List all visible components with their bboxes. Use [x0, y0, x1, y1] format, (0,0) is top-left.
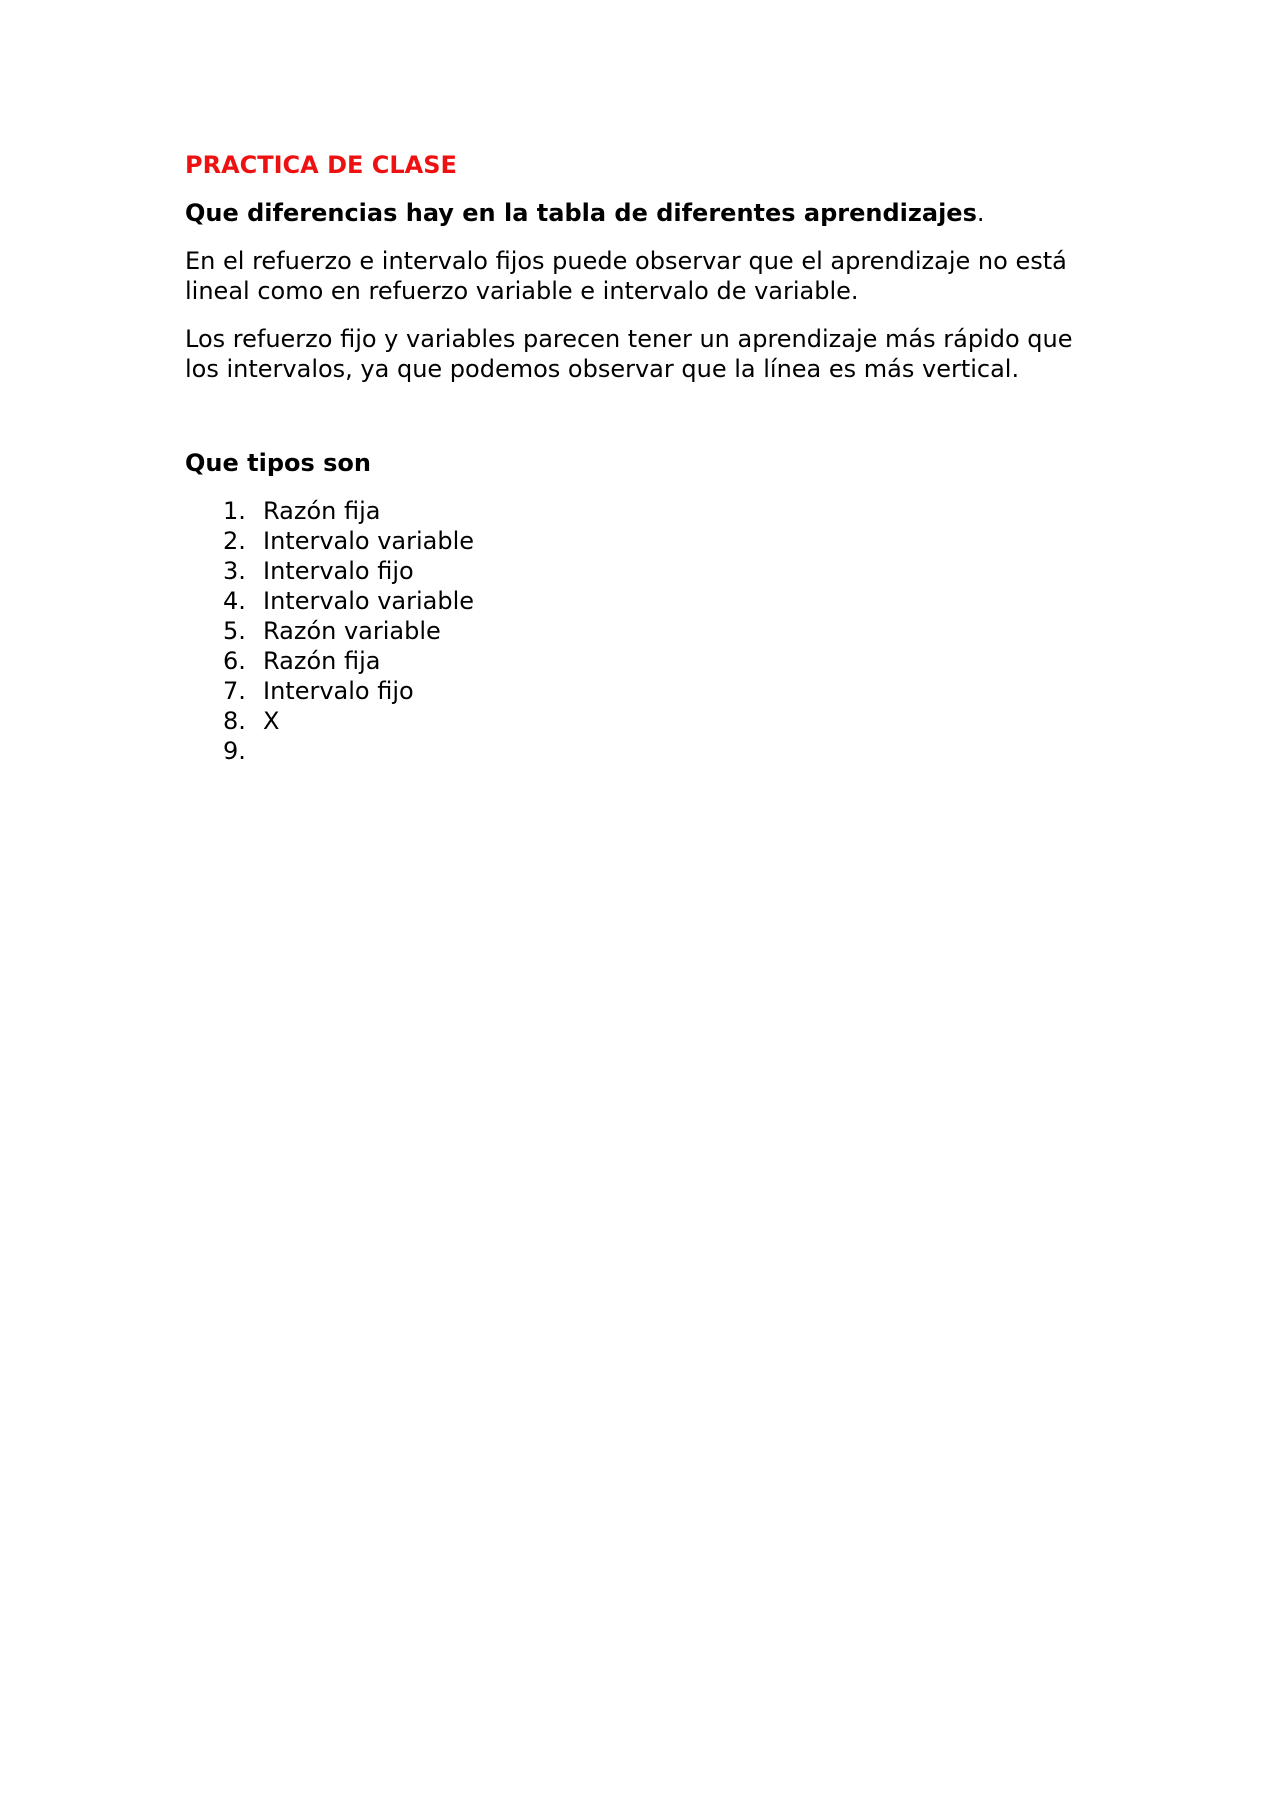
list-item-text: X: [263, 707, 280, 735]
list-item-number: 2.: [223, 527, 246, 555]
list-item-text: Razón fija: [263, 647, 381, 675]
question-trailing-period: .: [976, 199, 985, 227]
list-item-number: 3.: [223, 557, 246, 585]
list-item-text: Intervalo fijo: [263, 557, 414, 585]
question-heading-types: Que tipos son: [185, 449, 371, 477]
paragraph-1: En el refuerzo e intervalo fijos puede observar que el aprendizaje no está lineal como en refuerzo variable e intervalo de variable.: [185, 247, 1067, 305]
question-text: Que diferencias hay en la tabla de diferentes aprendizajes: [185, 199, 977, 227]
list-item: [185, 616, 1095, 646]
list-item-text: Intervalo variable: [263, 527, 475, 555]
paragraph-2: Los refuerzo fijo y variables parecen tener un aprendizaje más rápido que los intervalos, ya que podemos observar que la línea es más vertical.: [185, 325, 1073, 383]
list-item: [185, 526, 1095, 556]
list-item-number: 1.: [223, 497, 246, 525]
list-item: [185, 676, 1095, 706]
list-item: [185, 496, 1095, 526]
list-item: [185, 736, 1095, 766]
types-list: [185, 496, 1095, 766]
list-item: [185, 646, 1095, 676]
question-heading-differences: [185, 198, 1095, 228]
document-body: [185, 150, 1095, 766]
list-item-number: 5.: [223, 617, 246, 645]
list-item-number: 7.: [223, 677, 246, 705]
list-item: [185, 556, 1095, 586]
list-item-number: 8.: [223, 707, 246, 735]
list-item-text: Intervalo variable: [263, 587, 475, 615]
list-item-text: Intervalo fijo: [263, 677, 414, 705]
list-item-text: Razón fija: [263, 497, 381, 525]
document-title: PRACTICA DE CLASE: [185, 151, 457, 179]
list-item-number: 9.: [223, 737, 246, 765]
list-item-number: 6.: [223, 647, 246, 675]
list-item-number: 4.: [223, 587, 246, 615]
list-item: [185, 586, 1095, 616]
blank-line: [185, 402, 1095, 448]
list-item-text: Razón variable: [263, 617, 441, 645]
list-item: [185, 706, 1095, 736]
